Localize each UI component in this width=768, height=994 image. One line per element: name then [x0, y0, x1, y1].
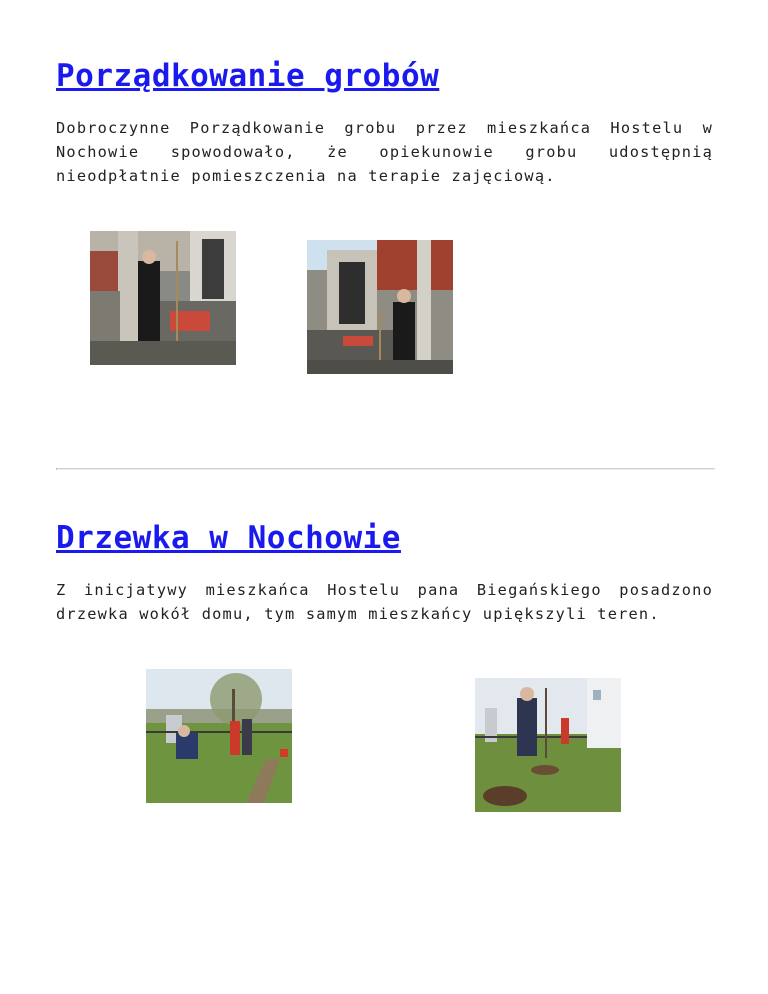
cemetery-photo-1-image — [90, 231, 236, 365]
post-title — [56, 56, 713, 96]
cemetery-photo-2 — [307, 240, 453, 374]
post-text: Z inicjatywy mieszkańca Hostelu pana Biegańskiego posadzono drzewka wokół domu, tym samym mieszkańcy upiększyli teren. — [56, 581, 713, 623]
tree-planting-photo-1-image — [146, 669, 292, 803]
post-title-link[interactable]: Drzewka w Nochowie — [56, 520, 401, 556]
tree-planting-photo-2 — [475, 678, 621, 812]
post-title-link[interactable]: Porządkowanie grobów — [56, 58, 440, 94]
cemetery-photo-1 — [90, 231, 236, 365]
post-title — [56, 518, 713, 558]
tree-planting-photo-2-image — [475, 678, 621, 812]
post-divider — [56, 468, 715, 470]
post-text: Dobroczynne Porządkowanie grobu przez mieszkańca Hostelu w Nochowie spowodowało, że opiekunowie grobu udostępnią nieodpłatnie pomieszczenia na terapie zajęciową. — [56, 119, 713, 185]
cemetery-photo-2-image — [307, 240, 453, 374]
tree-planting-photo-1 — [146, 669, 292, 803]
post-drzewka-w-nochowie — [56, 518, 713, 626]
post-porzadkowanie-grobow — [56, 56, 713, 188]
